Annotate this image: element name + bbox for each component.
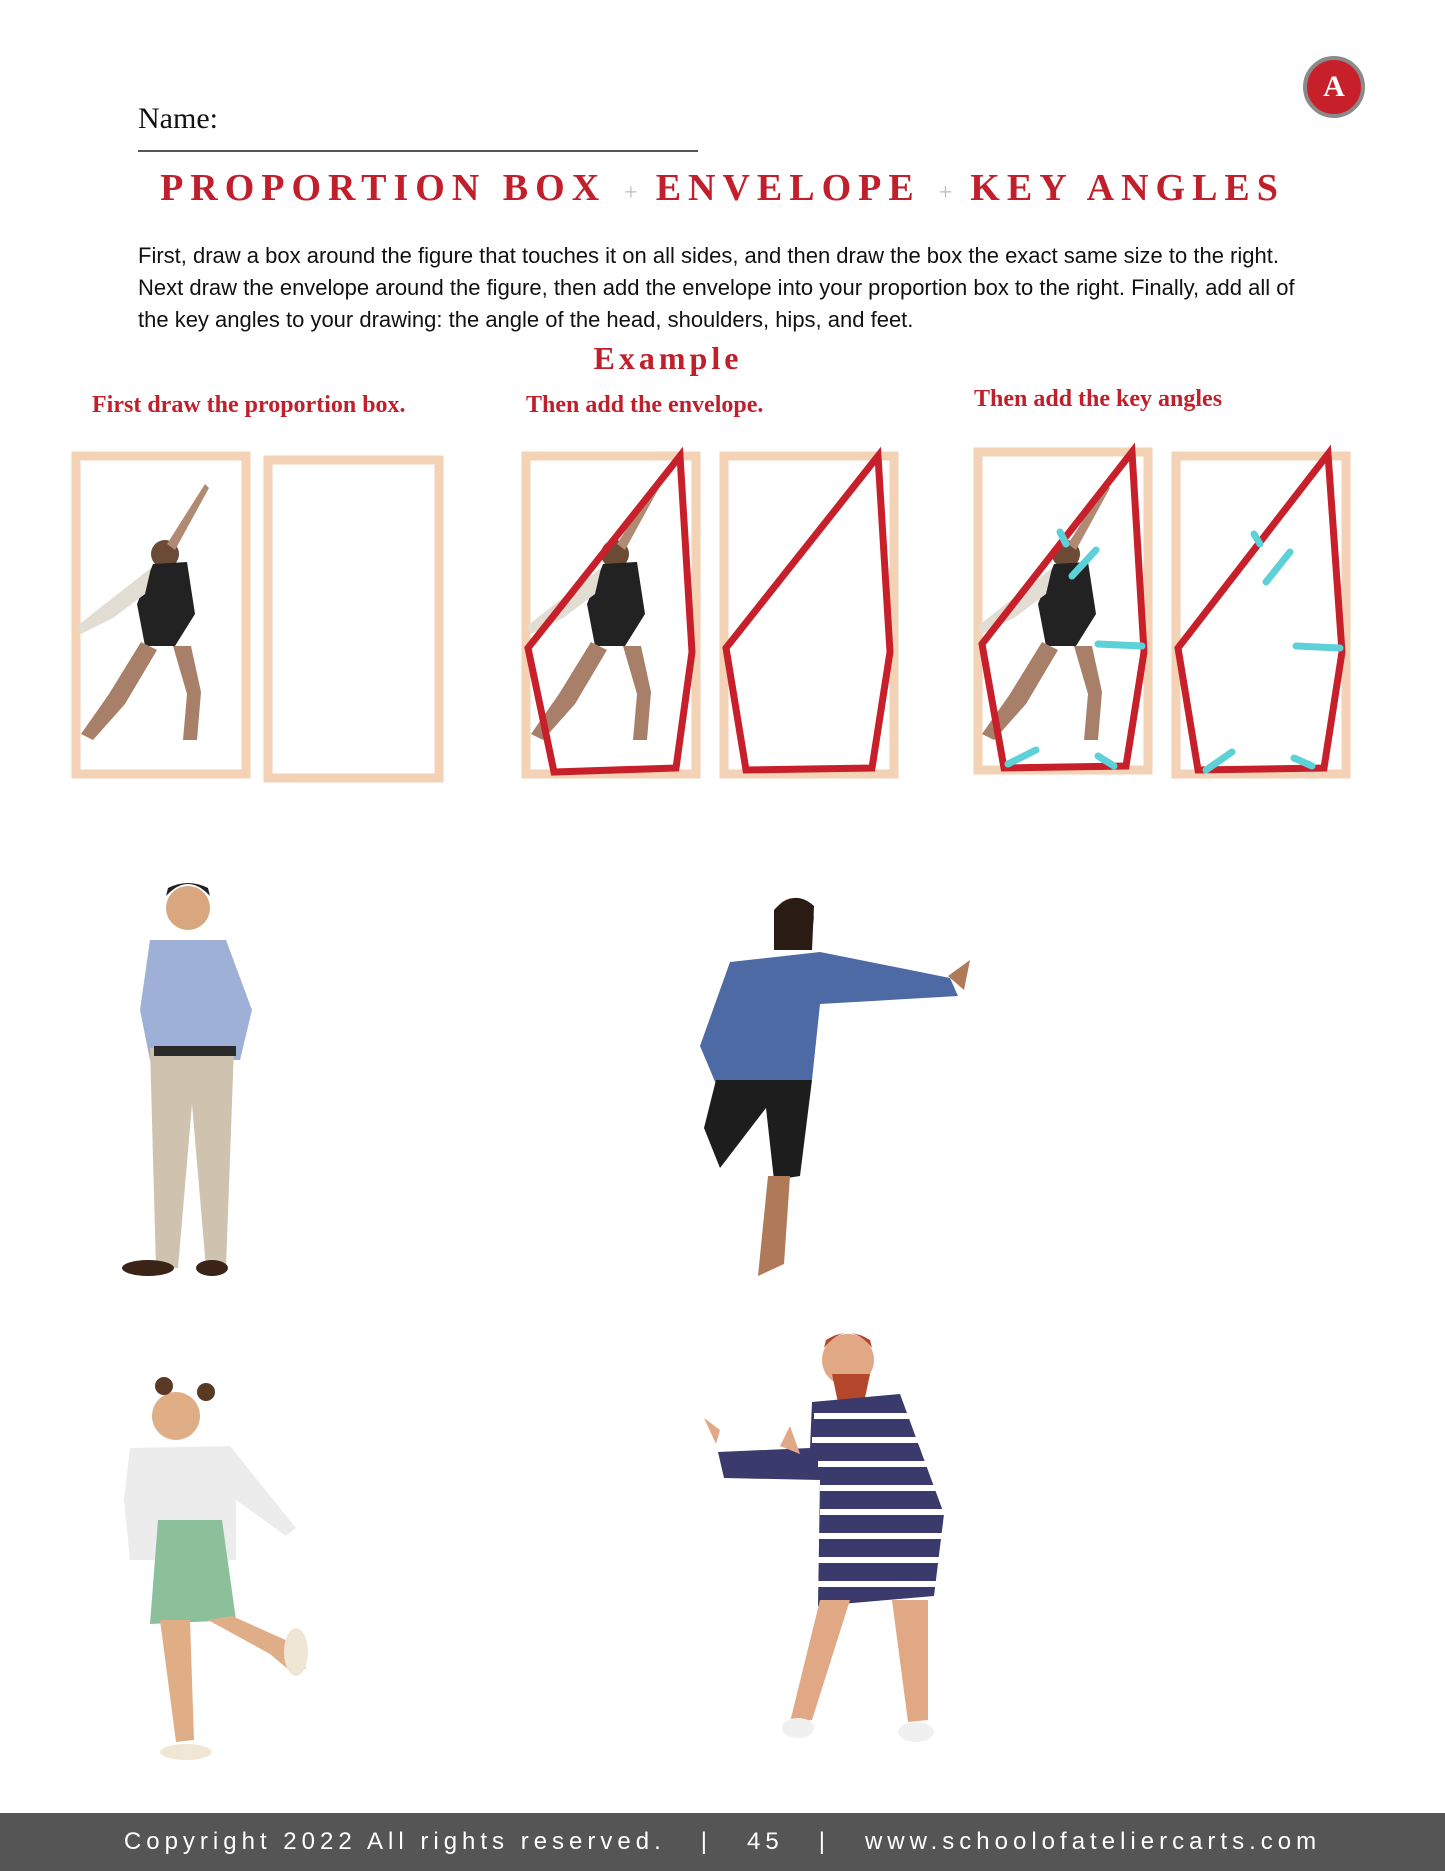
footer-bar (0, 1813, 1445, 1871)
footer-divider: | (677, 1828, 736, 1855)
proportion-box-copy (268, 460, 439, 778)
envelope-shape-copy (1178, 454, 1342, 770)
title-part-envelope: ENVELOPE (655, 167, 921, 209)
dancer-figure (77, 484, 209, 740)
footer-page-number: 45 (747, 1828, 784, 1855)
instructions-text: First, draw a box around the figure that touches it on all sides, and then draw the box the exact same size to the right. Next draw the envelope around the figure, then add the envelope into your proportion box to the right. Finally, add all of the key angles to your drawing: the angle of the head, shoulders, hips, and feet. (138, 243, 1295, 332)
title-part-proportion-box: PROPORTION BOX (160, 167, 607, 209)
caption-key-angles: Then add the key angles (974, 386, 1223, 412)
foot-angle-line (1294, 758, 1312, 766)
hip-angle-line (1098, 644, 1142, 646)
figure-girl-dancing (124, 1377, 308, 1760)
figure-man-blue-shirt (122, 883, 252, 1276)
example-heading: Example (593, 340, 743, 376)
name-label: Name: (138, 102, 218, 135)
dancer-figure (527, 484, 659, 740)
envelope-shape-copy (726, 456, 890, 770)
atelier-logo: A (1303, 56, 1365, 118)
figure-bearded-man-striped (704, 1333, 944, 1742)
title-separator: + (938, 180, 953, 206)
hip-angle-line (1296, 646, 1340, 648)
shoulder-angle-line (1266, 552, 1290, 582)
caption-envelope: Then add the envelope. (526, 392, 764, 418)
title-separator: + (624, 180, 638, 206)
head-angle-line (1254, 534, 1260, 544)
title-part-key-angles: KEY ANGLES (970, 167, 1285, 209)
footer-website-link[interactable]: www.schoolofateliercarts.com (864, 1828, 1322, 1855)
foot-angle-line (1008, 750, 1036, 764)
footer-divider: | (795, 1828, 854, 1855)
figure-woman-stretching (700, 898, 970, 1276)
caption-proportion-box: First draw the proportion box. (92, 392, 406, 418)
dancer-figure (978, 484, 1110, 740)
footer-copyright: Copyright 2022 All rights reserved. (123, 1828, 666, 1855)
